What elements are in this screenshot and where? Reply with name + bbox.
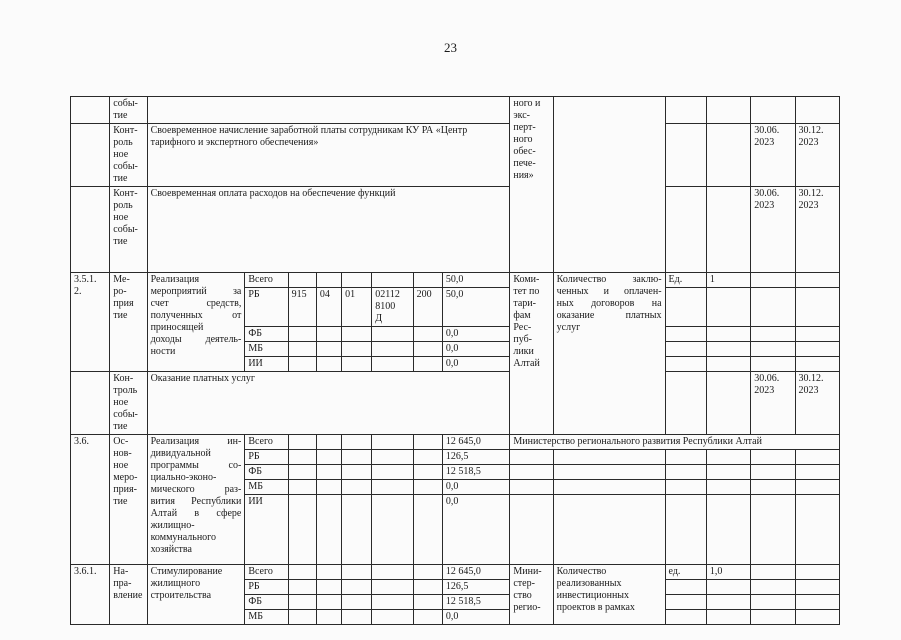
source-value: 12 645,0 (442, 565, 510, 580)
code-rz: 04 (316, 288, 341, 327)
code-csr: 02112 8100 Д (372, 288, 413, 327)
source-value: 0,0 (442, 342, 510, 357)
row-type: Кон- троль ное собы- тие (110, 372, 147, 435)
measure-name: Реализация мероприятий за счет средств, полученных от приносящей доходы деятель- ности (147, 273, 245, 372)
source-label: МБ (245, 342, 288, 357)
source-value: 12 518,5 (442, 595, 510, 610)
measure-name: Реализация ин- дивидуальной программы со- циально-эконо- мического раз- вития Республики Алтай в сфере жилищно- коммунального хозяйства (147, 435, 245, 565)
source-value: 126,5 (442, 580, 510, 595)
source-value: 12 645,0 (442, 435, 510, 450)
code-grbs: 915 (288, 288, 316, 327)
indicator-value: 1,0 (706, 565, 750, 580)
row-type: Конт- роль ное собы- тие (110, 187, 147, 273)
source-value: 0,0 (442, 357, 510, 372)
event-text: Своевременная оплата расходов на обеспечение функций (147, 187, 510, 273)
plan-table (70, 96, 840, 625)
source-label: МБ (245, 610, 288, 625)
indicator-cell: Количество реализованных инвестиционных проектов в рамках (553, 565, 665, 625)
date-end: 30.12. 2023 (795, 187, 839, 273)
table-row (71, 124, 840, 187)
source-value: 0,0 (442, 495, 510, 565)
table-row (71, 187, 840, 273)
date-end: 30.12. 2023 (795, 372, 839, 435)
responsible-cell: Мини- стер- ство регио- (510, 565, 553, 625)
source-value: 12 518,5 (442, 465, 510, 480)
source-label: ИИ (245, 357, 288, 372)
table-row (71, 97, 840, 124)
unit-cell: ед. (665, 565, 706, 580)
row-number: 3.5.1. 2. (71, 273, 110, 372)
table-row (71, 565, 840, 580)
table-row (71, 372, 840, 435)
source-value: 0,0 (442, 327, 510, 342)
responsible-cell: ного и экс- перт- ного обес- пече- ния» (510, 97, 553, 273)
row-type: Ос- нов- ное меро- прия- тие (110, 435, 147, 565)
unit-cell: Ед. (665, 273, 706, 288)
table-row (71, 435, 840, 450)
date-start: 30.06. 2023 (751, 372, 795, 435)
indicator-value: 1 (706, 273, 750, 288)
source-label: РБ (245, 580, 288, 595)
row-type: Ме- ро- прия тие (110, 273, 147, 372)
responsible-cell: Коми- тет по тари- фам Рес- пуб- лики Алтай (510, 273, 553, 435)
responsible-cell: Министерство регионального развития Республики Алтай (510, 435, 840, 450)
source-label: Всего (245, 435, 288, 450)
source-value: 126,5 (442, 450, 510, 465)
source-label: РБ (245, 288, 288, 327)
event-text: Своевременное начисление заработной платы сотрудникам КУ РА «Центр тарифного и экспертного обеспечения» (147, 124, 510, 187)
date-end: 30.12. 2023 (795, 124, 839, 187)
source-label: Всего (245, 273, 288, 288)
row-type: Конт- роль ное собы- тие (110, 124, 147, 187)
source-label: ФБ (245, 465, 288, 480)
source-label: ФБ (245, 595, 288, 610)
code-vr: 200 (413, 288, 442, 327)
date-start: 30.06. 2023 (751, 187, 795, 273)
source-value: 50,0 (442, 273, 510, 288)
row-type: На- пра- вление (110, 565, 147, 625)
source-value: 50,0 (442, 288, 510, 327)
code-pr: 01 (342, 288, 372, 327)
source-label: РБ (245, 450, 288, 465)
source-value: 0,0 (442, 610, 510, 625)
source-label: ФБ (245, 327, 288, 342)
indicator-cell: Количество заклю- ченных и оплачен- ных договоров на оказание платных услуг (553, 273, 665, 435)
event-text: Оказание платных услуг (147, 372, 510, 435)
source-label: Всего (245, 565, 288, 580)
source-label: ИИ (245, 495, 288, 565)
date-start: 30.06. 2023 (751, 124, 795, 187)
page-number: 23 (444, 40, 457, 55)
source-value: 0,0 (442, 480, 510, 495)
row-number: 3.6.1. (71, 565, 110, 625)
row-number: 3.6. (71, 435, 110, 565)
source-label: МБ (245, 480, 288, 495)
table-row (71, 273, 840, 288)
measure-name: Стимулирование жилищного строительства (147, 565, 245, 625)
row-type: собы- тие (110, 97, 147, 124)
